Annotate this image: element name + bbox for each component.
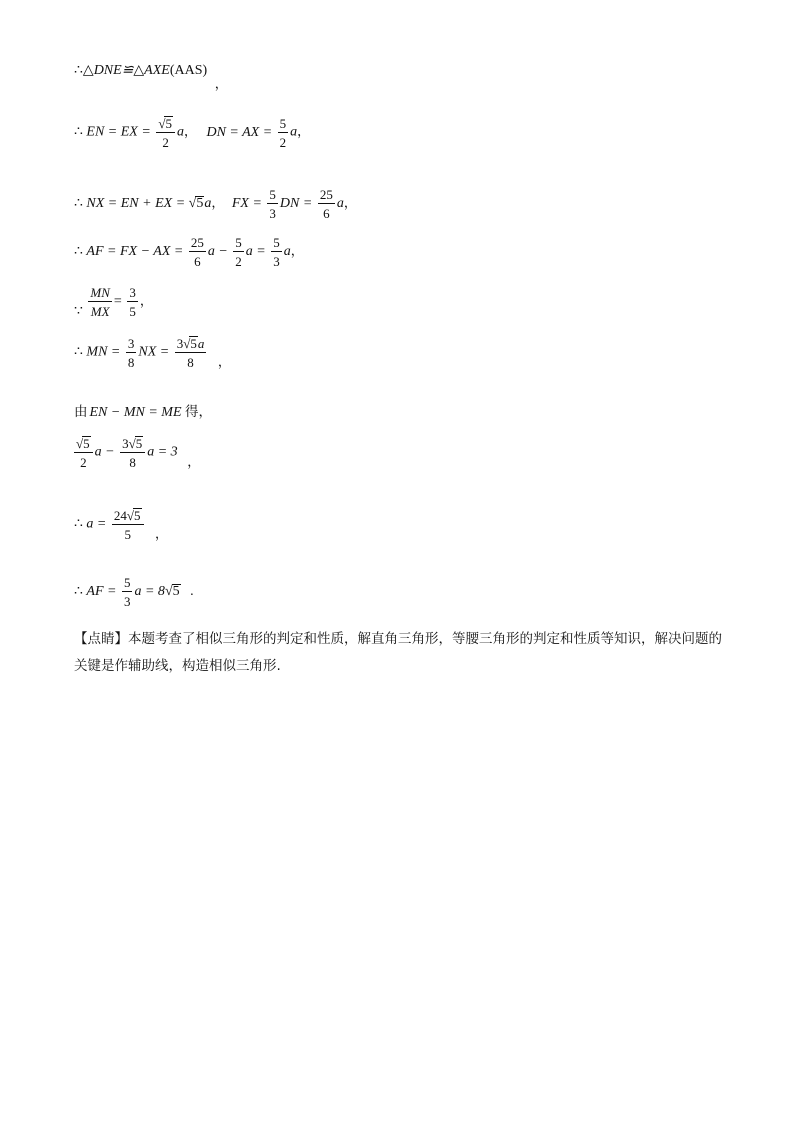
congruence-reason: (AAS) [169,63,208,78]
suffix-word: 得， [185,404,212,420]
separator: ， [183,124,197,140]
line-congruence [74,63,228,92]
fraction: $\frac{MN}{MX}$ [90,285,110,319]
separator: ， [211,196,225,212]
comma: ， [290,244,304,260]
equation: FX = [231,196,262,212]
equation: DN = [279,196,313,212]
variable: a [290,124,298,140]
equation: MN = [86,344,121,360]
fraction: $\frac{5}{3}$ [269,187,276,221]
denominator: 2 [279,134,287,150]
fraction: $\frac{√5}{2}$ [74,436,93,469]
fraction: $\frac{5}{3}$ [273,235,280,269]
key-point-note: 【点睛】本题考查了相似三角形的判定和性质，解直角三角形，等腰三角形的判定和性质等知识，解决问题的关键是作辅助线，构造相似三角形. [74,631,722,674]
equation-rhs: DN = AX = [206,124,273,140]
line-a-value [74,508,168,541]
therefore-symbol: ∴ [74,196,83,212]
congruence-statement: △DNE≌△AXE [82,63,170,78]
period: . [190,584,194,600]
therefore-symbol: ∴ [74,344,83,360]
fraction: $\frac{3}{8}$ [127,335,135,370]
denominator: 2 [162,135,169,150]
equation: EN − MN = ME [89,405,182,420]
variable: a [336,196,344,212]
fraction: $\frac{24√5}{5}$ [112,508,144,541]
equation: a = [86,516,107,532]
comma: ， [187,454,201,470]
equation-lhs: EN = EX = [86,124,151,140]
fraction: $\frac{25}{6}$ [190,235,204,269]
comma: ， [217,354,231,370]
line-en-ex [74,116,310,149]
line-from [74,406,212,420]
numerator: 5 [279,115,287,131]
sqrt-term: √5 [164,584,180,600]
fraction: $\frac{3√5a}{8}$ [176,336,205,370]
therefore-symbol: ∴ [74,244,83,260]
fraction: $\frac{25}{6}$ [319,187,333,221]
line-nx-fx [74,188,357,220]
fraction: $\frac{√5}{2}$ [156,116,175,149]
variable: a [204,196,212,212]
therefore-symbol: ∴ [74,63,83,78]
sqrt-term: √5 [188,196,204,212]
line-mn: ∴ MN = $\frac{3}{8}$ NX = $\frac{3√5a}{8}$ ， [74,335,231,370]
therefore-symbol: ∴ [74,584,83,600]
comma: ， [155,526,169,542]
line-af-result: ∴ AF = $\frac{5}{3}$ a = 8√5 . [74,575,194,609]
comma: ， [214,77,228,92]
fraction: $\frac{3√5}{8}$ [120,436,145,469]
line-equation: $\frac{√5}{2}$ a − $\frac{3√5}{8}$ a = 3 ， [76,436,201,470]
line-ratio: ∵ $\frac{MN}{MX}$ = $\frac{3}{5}$ ， [74,285,153,320]
equation: NX = EN + EX = [86,196,186,212]
from-word: 由 [74,404,88,420]
equation: AF = FX − AX = [86,244,184,260]
variable: a [176,124,184,140]
fraction [278,117,289,149]
line-af: ∴ AF = FX − AX = $\frac{25}{6}$ a − $\frac{5}{2}$ a = $\frac{5}{3}$ a， [74,235,304,269]
fraction: $\frac{5}{2}$ [235,235,242,269]
fraction: $\frac{3}{5}$ [129,285,136,319]
therefore-symbol: ∴ [74,516,83,532]
equation: AF = [86,584,117,600]
comma: ， [343,196,357,212]
comma: ， [139,294,153,310]
comma: ， [297,124,311,140]
therefore-symbol: ∴ [74,124,83,140]
fraction: $\frac{5}{3}$ [123,575,131,609]
because-symbol: ∵ [74,304,83,320]
radicand: 5 [165,116,172,131]
